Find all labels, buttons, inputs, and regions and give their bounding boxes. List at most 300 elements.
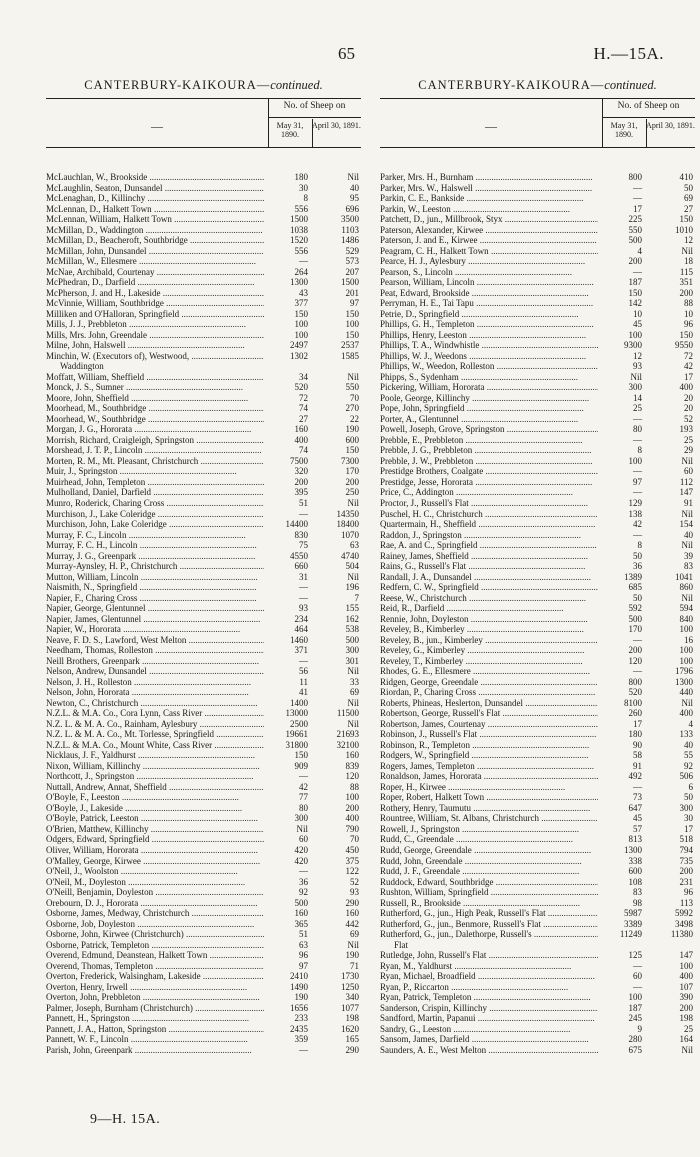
sheep-may-1890: 10 [633, 308, 642, 319]
sheep-april-1891: 400 [345, 813, 359, 824]
sheep-may-1890: 91 [633, 760, 642, 771]
table-row [46, 361, 361, 372]
sheep-may-1890: 550 [628, 224, 642, 235]
sheep-april-1891: 231 [679, 876, 693, 887]
table-row [46, 950, 361, 961]
table-row [46, 866, 361, 877]
owner-name: Ruddock, Edward, Southbridge ..... [380, 877, 598, 888]
sheep-april-1891: 794 [679, 845, 693, 855]
sheep-may-1890: — [633, 529, 642, 540]
owner-name: Osborne, James, Medway, Christchurch ..... [46, 908, 264, 919]
owner-name: N.Z. L. & M. A. Co., Rainham, Aylesbury ..... [46, 719, 264, 730]
sheep-may-1890: 8 [637, 540, 642, 551]
sheep-may-1890: 93 [299, 603, 308, 614]
sheep-may-1890: 2435 [290, 1023, 308, 1034]
sheep-may-1890: 420 [294, 845, 308, 855]
table-row [380, 267, 695, 278]
right-column [380, 78, 695, 1055]
sheep-may-1890: — [299, 256, 308, 267]
table-row [380, 687, 695, 698]
sheep-may-1890: 63 [299, 939, 308, 950]
owner-name: Rodgers, W., Springfield ..... [380, 750, 598, 761]
sheep-april-1891: 100 [679, 645, 693, 656]
table-row [380, 288, 695, 299]
owner-name: Reveley, B., jun., Kimberley ..... [380, 635, 598, 646]
table-row [380, 372, 695, 383]
table-row [46, 393, 361, 404]
owner-name: Moorhead, M., Southbridge ..... [46, 403, 264, 414]
sheep-may-1890: 1500 [290, 214, 308, 225]
sheep-april-1891: 97 [350, 298, 359, 309]
sheep-april-1891: 11380 [670, 929, 693, 940]
sheep-april-1891: 1585 [341, 350, 359, 361]
sheep-may-1890: 98 [633, 897, 642, 908]
document-reference: H.—15A. [593, 44, 664, 63]
sheep-may-1890: 234 [294, 613, 308, 624]
sheep-april-1891: 25 [684, 1023, 693, 1034]
sheep-may-1890: 1520 [290, 235, 308, 246]
sheep-april-1891: 198 [345, 1013, 359, 1024]
sheep-april-1891: 17 [684, 823, 693, 834]
table-row [380, 603, 695, 614]
owner-name: Poole, George, Killinchy ..... [380, 393, 598, 404]
sheep-april-1891: 22 [350, 413, 359, 424]
owner-name: Mills, J. J., Prebbleton ..... [46, 319, 264, 330]
owner-name: Patchett, D., jun., Millbrook, Styx ..... [380, 214, 598, 225]
sheep-may-1890: 93 [633, 361, 642, 372]
sheep-may-1890: 14400 [285, 519, 308, 530]
owner-name: Russell, R., Brookside ..... [380, 898, 598, 909]
sheep-may-1890: 400 [294, 434, 308, 445]
table-row [380, 898, 695, 909]
table-row [46, 183, 361, 194]
table-row [380, 519, 695, 530]
owner-name: McLauchlan, W., Brookside ..... [46, 172, 264, 183]
table-row [46, 719, 361, 730]
sheep-may-1890: 31800 [285, 739, 308, 750]
sheep-may-1890: 150 [628, 287, 642, 298]
sheep-may-1890: 800 [628, 676, 642, 687]
sheep-may-1890: 420 [294, 855, 308, 866]
owner-name: Saunders, A. E., West Melton ..... [380, 1045, 598, 1056]
sheep-april-1891: 93 [350, 887, 359, 898]
table-row [46, 466, 361, 477]
sheep-may-1890: 225 [628, 214, 642, 225]
owner-name: Nicklaus, J. F., Yaldhurst ..... [46, 750, 264, 761]
table-row [46, 645, 361, 656]
table-row [46, 708, 361, 719]
sheep-april-1891: Nil [681, 697, 693, 708]
owner-name: Rudd, John, Greendale ..... [380, 856, 598, 867]
sheep-may-1890: 100 [628, 329, 642, 340]
sheep-may-1890: 338 [628, 855, 642, 866]
owner-name: Robertson, George, Russell's Flat ..... [380, 708, 598, 719]
sheep-may-1890: 377 [294, 298, 308, 309]
left-header-rule [268, 117, 361, 118]
owner-name: Minchin, W. (Executors of), Westwood, ..... [46, 351, 264, 362]
owner-name: Overton, Frederick, Walsingham, Lakeside ..... [46, 971, 264, 982]
sheep-may-1890: 2410 [290, 971, 308, 982]
sheep-april-1891: 30 [684, 813, 693, 824]
table-row [46, 1013, 361, 1024]
sheep-may-1890: 7500 [290, 455, 308, 466]
owner-name: Redfern, C. W., Springfield ..... [380, 582, 598, 593]
sheep-may-1890: 520 [294, 382, 308, 393]
sheep-april-1891: 100 [345, 319, 359, 330]
table-row [380, 593, 695, 604]
owner-name: Phillips, T. A., Windwhistle ..... [380, 340, 598, 351]
sheep-may-1890: 83 [633, 887, 642, 898]
sheep-april-1891: 133 [679, 729, 693, 740]
owner-name: Orebourn, D. J., Hororata ..... [46, 898, 264, 909]
owner-name: Pearson, William, Lincoln ..... [380, 277, 598, 288]
left-sheep-group-header: No. of Sheep on [283, 101, 346, 111]
table-row [380, 225, 695, 236]
sheep-april-1891: 200 [679, 866, 693, 877]
sheep-april-1891: Nil [347, 697, 359, 708]
sheep-april-1891: 120 [345, 771, 359, 782]
sheep-april-1891: 340 [345, 992, 359, 1003]
owner-name: Reveley, T., Kimberley ..... [380, 656, 598, 667]
sheep-april-1891: 83 [684, 561, 693, 572]
table-row [46, 319, 361, 330]
owner-name: Rutledge, John, Russell's Flat ..... [380, 950, 598, 961]
sheep-april-1891: 1500 [341, 277, 359, 288]
sheep-april-1891: 4 [688, 718, 693, 729]
owner-name: Waddington [60, 361, 104, 372]
table-row [46, 172, 361, 183]
sheep-april-1891: 6 [688, 781, 693, 792]
sheep-april-1891: 50 [684, 792, 693, 803]
table-row [46, 235, 361, 246]
owner-name: Palmer, Joseph, Burnham (Christchurch) ..... [46, 1003, 264, 1014]
table-row [380, 698, 695, 709]
table-row [46, 677, 361, 688]
sheep-april-1891: 375 [345, 855, 359, 866]
owner-name: Roper, Robert, Halkett Town ..... [380, 792, 598, 803]
owner-name: Pearce, H. J., Aylesbury ..... [380, 256, 598, 267]
sheep-may-1890: 42 [299, 781, 308, 792]
table-row [380, 235, 695, 246]
table-row [46, 803, 361, 814]
sheep-may-1890: 36 [299, 876, 308, 887]
sheep-april-1891: 150 [345, 308, 359, 319]
table-row [46, 445, 361, 456]
sheep-april-1891: 95 [350, 193, 359, 204]
owner-name: Morshead, J. T. P., Lincoln ..... [46, 445, 264, 456]
table-row [46, 509, 361, 520]
sheep-may-1890: 1490 [290, 981, 308, 992]
sheep-may-1890: — [633, 193, 642, 204]
table-row [380, 750, 695, 761]
sheep-april-1891: 113 [679, 897, 693, 908]
sheep-may-1890: — [633, 434, 642, 445]
sheep-april-1891: 3498 [675, 918, 693, 929]
table-row [46, 1045, 361, 1056]
owner-name: Pearson, S., Lincoln ..... [380, 267, 598, 278]
table-row [380, 677, 695, 688]
owner-name: Ryan, M., Yaldhurst ..... [380, 961, 598, 972]
table-row [46, 498, 361, 509]
sheep-april-1891: 840 [679, 613, 693, 624]
owner-name: McLenaghan, D., Killinchy ..... [46, 193, 264, 204]
sheep-april-1891: Nil [347, 939, 359, 950]
owner-name: Robertson, James, Courtenay ..... [380, 719, 598, 730]
sheep-may-1890: 60 [633, 971, 642, 982]
table-row [46, 919, 361, 930]
table-row [380, 624, 695, 635]
sheep-may-1890: 5987 [624, 908, 642, 919]
sheep-april-1891: 193 [679, 424, 693, 435]
table-row [380, 929, 695, 940]
sheep-april-1891: Nil [347, 718, 359, 729]
sheep-april-1891: 400 [679, 971, 693, 982]
sheep-may-1890: — [633, 634, 642, 645]
sheep-april-1891: 3500 [341, 214, 359, 225]
owner-name: Murray, J. G., Greenpark ..... [46, 551, 264, 562]
table-row [380, 309, 695, 320]
owner-name: Ridgen, George, Greendale ..... [380, 677, 598, 688]
owner-name: Nixon, William, Killinchy ..... [46, 761, 264, 772]
table-row [46, 824, 361, 835]
sheep-may-1890: 74 [299, 445, 308, 456]
table-row [380, 351, 695, 362]
owner-name: Sansom, James, Darfield ..... [380, 1034, 598, 1045]
table-row [380, 551, 695, 562]
owner-name: Rudd, C., Greendale ..... [380, 834, 598, 845]
sheep-april-1891: 160 [345, 750, 359, 761]
owner-name: McMillan, John, Dunsandel ..... [46, 246, 264, 257]
sheep-may-1890: — [299, 592, 308, 603]
owner-name: Phillips, W. J., Weedons ..... [380, 351, 598, 362]
sheep-april-1891: 506 [679, 771, 693, 782]
sheep-may-1890: 30 [299, 182, 308, 193]
owner-name: Phillips, Henry, Leeston ..... [380, 330, 598, 341]
table-row [380, 635, 695, 646]
sheep-april-1891: 72 [684, 350, 693, 361]
owner-name: Napier, F., Charing Cross ..... [46, 593, 264, 604]
owner-name: Rountree, William, St. Albans, Christchurch ..... [380, 813, 598, 824]
sheep-may-1890: — [633, 266, 642, 277]
owner-name: Morgan, J. G., Hororata ..... [46, 424, 264, 435]
owner-name: Rowell, J., Springston ..... [380, 824, 598, 835]
sheep-may-1890: 17 [633, 718, 642, 729]
sheep-april-1891: 2537 [341, 340, 359, 351]
sheep-april-1891: Nil [347, 172, 359, 182]
sheep-april-1891: 96 [684, 319, 693, 330]
sheep-may-1890: 190 [294, 992, 308, 1003]
sheep-april-1891: 69 [350, 929, 359, 940]
sheep-may-1890: 160 [294, 908, 308, 919]
sheep-april-1891: 55 [684, 750, 693, 761]
sheep-may-1890: — [633, 413, 642, 424]
owner-name: Overton, Henry, Irwell ..... [46, 982, 264, 993]
sheep-april-1891: 300 [345, 645, 359, 656]
sheep-may-1890: 500 [628, 235, 642, 246]
owner-name: Rains, G., Russell's Flat ..... [380, 561, 598, 572]
sheep-may-1890: 45 [633, 813, 642, 824]
sheep-may-1890: 1300 [290, 277, 308, 288]
owner-name: Rainey, James, Sheffield ..... [380, 551, 598, 562]
table-row [380, 1034, 695, 1045]
sheep-april-1891: 155 [345, 603, 359, 614]
owner-name: Ryan, Michael, Broadfield ..... [380, 971, 598, 982]
sheep-april-1891: 1103 [341, 224, 359, 235]
sheep-april-1891: 18400 [336, 519, 359, 530]
owner-name: Oliver, William, Hororata ..... [46, 845, 264, 856]
owner-name: Sandry, G., Leeston ..... [380, 1024, 598, 1035]
table-row [380, 172, 695, 183]
left-column [46, 78, 361, 1055]
sheep-may-1890: 1460 [290, 634, 308, 645]
sheep-may-1890: 2497 [290, 340, 308, 351]
sheep-april-1891: 200 [679, 287, 693, 298]
sheep-may-1890: 92 [299, 887, 308, 898]
table-row [46, 561, 361, 572]
owner-name: Prebble, E., Prebbleton ..... [380, 435, 598, 446]
owner-name: Roper, H., Kirwee ..... [380, 782, 598, 793]
right-column-title [380, 78, 695, 96]
sheep-may-1890: 300 [294, 813, 308, 824]
table-row [380, 877, 695, 888]
sheep-april-1891: 70 [350, 834, 359, 845]
sheep-april-1891: 33 [350, 676, 359, 687]
table-row [46, 277, 361, 288]
owner-name: Raddon, J., Springston ..... [380, 530, 598, 541]
table-row [46, 940, 361, 951]
owner-name: Phillips, G. H., Templeton ..... [380, 319, 598, 330]
owner-name: Osborne, Job, Doyleston ..... [46, 919, 264, 930]
table-row [380, 887, 695, 898]
table-row [380, 319, 695, 330]
owner-name: Mills, Mrs. John, Greendale ..... [46, 330, 264, 341]
table-row [380, 834, 695, 845]
table-row [46, 635, 361, 646]
sheep-may-1890: — [299, 655, 308, 666]
sheep-april-1891: 112 [679, 476, 693, 487]
table-row [46, 961, 361, 972]
right-table-header [380, 98, 695, 148]
table-row [46, 782, 361, 793]
sheep-may-1890: 51 [299, 929, 308, 940]
sheep-april-1891: 9550 [675, 340, 693, 351]
sheep-april-1891: 1300 [675, 676, 693, 687]
table-row [380, 582, 695, 593]
owner-name: Pickering, William, Hororata ..... [380, 382, 598, 393]
sheep-april-1891: 790 [345, 823, 359, 834]
owner-name: O'Malley, George, Kirwee ..... [46, 856, 264, 867]
sheep-may-1890: 909 [294, 760, 308, 771]
sheep-april-1891: 390 [679, 992, 693, 1003]
page-number: 65 [338, 44, 355, 63]
table-row [46, 908, 361, 919]
owner-name: McMillan, D., Waddington ..... [46, 225, 264, 236]
sheep-april-1891: 839 [345, 760, 359, 771]
table-row [380, 214, 695, 225]
sheep-may-1890: 813 [628, 834, 642, 845]
sheep-april-1891: Nil [681, 245, 693, 256]
table-row [380, 908, 695, 919]
sheep-may-1890: 142 [628, 298, 642, 309]
sheep-may-1890: — [633, 182, 642, 193]
owner-name: O'Neil, J., Woolston ..... [46, 866, 264, 877]
sheep-may-1890: 200 [628, 645, 642, 656]
table-row [46, 750, 361, 761]
owner-name: Reveley, B., Kimberley ..... [380, 624, 598, 635]
sheep-april-1891: Nil [681, 508, 693, 519]
sheep-april-1891: 529 [345, 245, 359, 256]
sheep-april-1891: 351 [679, 277, 693, 288]
owner-name: Phipps, S., Sydenham ..... [380, 372, 598, 383]
table-row [46, 834, 361, 845]
table-row [46, 330, 361, 341]
sheep-april-1891: 1796 [675, 666, 693, 677]
owner-name: McMillan, D., Beacheroft, Southbridge ..... [46, 235, 264, 246]
sheep-april-1891: 150 [345, 445, 359, 456]
sheep-may-1890: 1300 [624, 845, 642, 855]
owner-name: Ryan, Patrick, Templeton ..... [380, 992, 598, 1003]
sheep-april-1891: 40 [350, 182, 359, 193]
owner-name: Nelson, John, Hororata ..... [46, 687, 264, 698]
sheep-may-1890: 17 [633, 203, 642, 214]
left-name-column-header: — [151, 119, 163, 133]
table-row [380, 382, 695, 393]
sheep-may-1890: 660 [294, 561, 308, 572]
table-row [380, 919, 695, 930]
sheep-may-1890: 1400 [290, 697, 308, 708]
sheep-april-1891: 88 [684, 298, 693, 309]
left-col-april-1891: April 30, 1891. [312, 121, 361, 130]
owner-name: Reveley, G., Kimberley ..... [380, 645, 598, 656]
sheep-april-1891: 10 [684, 308, 693, 319]
sheep-april-1891: Nil [347, 666, 359, 677]
sheep-april-1891: 52 [350, 876, 359, 887]
table-row [380, 277, 695, 288]
sheep-april-1891: 150 [345, 329, 359, 340]
table-row [46, 193, 361, 204]
left-table-header [46, 98, 361, 148]
table-row [380, 992, 695, 1003]
table-row [46, 761, 361, 772]
sheep-april-1891: 40 [684, 529, 693, 540]
table-row [380, 614, 695, 625]
sheep-may-1890: 170 [628, 624, 642, 635]
table-row [380, 256, 695, 267]
sheep-may-1890: 160 [294, 424, 308, 435]
owner-name: Rennie, John, Doyleston ..... [380, 614, 598, 625]
sheep-april-1891: 100 [345, 792, 359, 803]
sheep-may-1890: 100 [628, 455, 642, 466]
owner-name: Moorhead, W., Southbridge ..... [46, 414, 264, 425]
sheep-may-1890: — [633, 781, 642, 792]
right-col-may-1890: May 31, 1890. [610, 121, 638, 139]
sheep-may-1890: — [299, 508, 308, 519]
table-row [380, 361, 695, 372]
sheep-april-1891: 200 [345, 802, 359, 813]
sheep-may-1890: 4 [637, 245, 642, 256]
owner-name: Phillips, W., Weedon, Rolleston ..... [380, 361, 598, 372]
sheep-may-1890: 180 [294, 172, 308, 182]
sheep-may-1890: 9 [637, 1023, 642, 1034]
sheep-april-1891: 21693 [336, 729, 359, 740]
sheep-may-1890: 125 [628, 950, 642, 961]
sheep-may-1890: 108 [628, 876, 642, 887]
owner-name: Murchison, J., Lake Coleridge ..... [46, 509, 264, 520]
owner-name: McLaughlin, Seaton, Dunsandel ..... [46, 183, 264, 194]
table-row [380, 824, 695, 835]
owner-name: Napier, George, Glentunnel ..... [46, 603, 264, 614]
sheep-april-1891: 538 [345, 624, 359, 635]
